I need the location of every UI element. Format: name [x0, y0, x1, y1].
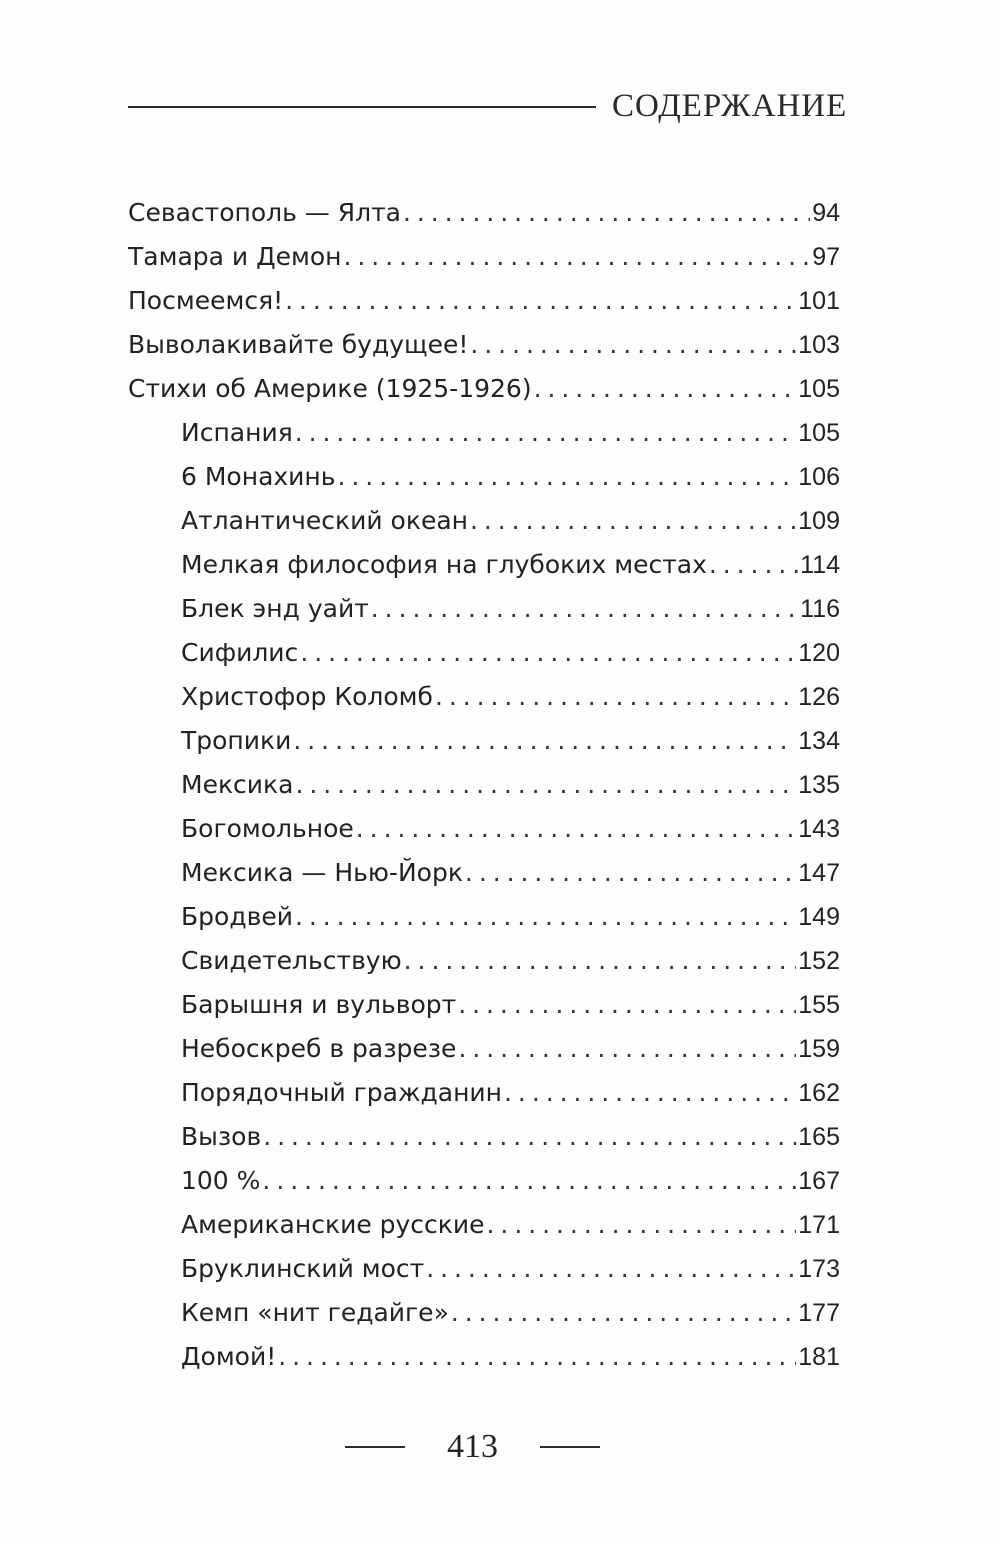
toc-entry-title: Выволакивайте будущее! [128, 330, 469, 359]
toc-entry-title: Севастополь — Ялта [128, 198, 401, 227]
dot-leader [263, 1122, 796, 1151]
toc-entry-title: Испания [181, 418, 293, 447]
dot-leader [356, 814, 797, 843]
toc-entry-page: 152 [798, 947, 840, 975]
dot-leader [262, 1166, 796, 1195]
toc-entry-title: Христофор Коломб [181, 682, 433, 711]
toc-entry [128, 242, 840, 286]
toc-entry-page: 147 [798, 859, 840, 887]
toc-entry-page: 135 [798, 771, 840, 799]
dot-leader [300, 638, 796, 667]
toc-entry [128, 990, 840, 1034]
toc-entry [128, 902, 840, 946]
folio-rule-right [540, 1446, 600, 1448]
toc-entry-page: 126 [798, 683, 840, 711]
toc-entry-page: 165 [798, 1123, 840, 1151]
dot-leader [435, 682, 796, 711]
page-folio [345, 1422, 600, 1472]
toc-entry-page: 120 [798, 639, 840, 667]
toc-entry [128, 506, 840, 550]
dot-leader [278, 1342, 796, 1371]
dot-leader [534, 374, 797, 403]
dot-leader [487, 1210, 797, 1239]
toc-entry [128, 1342, 840, 1386]
dot-leader [458, 990, 796, 1019]
toc-entry-title: Небоскреб в разрезе [181, 1034, 457, 1063]
toc-entry-title: Посмеемся! [128, 286, 284, 315]
toc-entry [128, 1078, 840, 1122]
toc-entry [128, 726, 840, 770]
dot-leader [293, 726, 796, 755]
dot-leader [338, 462, 797, 491]
dot-leader [403, 198, 810, 227]
header-rule [128, 106, 596, 108]
toc-entry [128, 858, 840, 902]
toc-entry-page: 167 [798, 1167, 840, 1195]
page-number: 413 [447, 1428, 498, 1465]
toc-entry [128, 1034, 840, 1078]
toc-entry [128, 594, 840, 638]
toc-entry-title: Порядочный гражданин [181, 1078, 503, 1107]
toc-entry [128, 682, 840, 726]
toc-entry-title: Бродвей [181, 902, 293, 931]
dot-leader [371, 594, 798, 623]
dot-leader [295, 418, 797, 447]
dot-leader [426, 1254, 796, 1283]
dot-leader [404, 946, 797, 975]
dot-leader [285, 286, 796, 315]
dot-leader [451, 1298, 796, 1327]
table-of-contents [128, 198, 840, 1386]
toc-entry-page: 105 [798, 375, 840, 403]
toc-entry [128, 1210, 840, 1254]
toc-entry-page: 181 [798, 1343, 840, 1371]
toc-entry-title: Мексика — Нью-Йорк [181, 858, 463, 887]
toc-entry-title: Вызов [181, 1122, 262, 1151]
toc-entry-page: 101 [798, 287, 840, 315]
toc-entry-title: Домой! [181, 1342, 277, 1371]
running-header-title: СОДЕРЖАНИЕ [612, 88, 848, 124]
toc-entry-title: Мексика [181, 770, 294, 799]
toc-entry [128, 946, 840, 990]
toc-entry-page: 116 [800, 595, 840, 623]
dot-leader [295, 770, 796, 799]
dot-leader [295, 902, 796, 931]
toc-entry [128, 198, 840, 242]
toc-entry-page: 173 [798, 1255, 840, 1283]
toc-entry [128, 286, 840, 330]
toc-entry-title: 6 Монахинь [181, 462, 336, 491]
toc-entry-title: Свидетельствую [181, 946, 402, 975]
toc-entry-title: Стихи об Америке (1925-1926) [128, 374, 532, 403]
toc-entry-page: 143 [798, 815, 840, 843]
toc-entry-title: Тамара и Демон [128, 242, 342, 271]
toc-entry [128, 1254, 840, 1298]
toc-entry-title: Барышня и вульворт [181, 990, 457, 1019]
toc-entry-title: 100 % [181, 1166, 261, 1195]
toc-entry [128, 638, 840, 682]
toc-entry-page: 134 [798, 727, 840, 755]
dot-leader [465, 858, 796, 887]
toc-entry-page: 114 [800, 551, 840, 579]
toc-entry-title: Сифилис [181, 638, 299, 667]
toc-entry-page: 149 [798, 903, 840, 931]
toc-entry-title: Мелкая философия на глубоких местах [181, 550, 707, 579]
dot-leader [470, 330, 796, 359]
toc-entry-title: Тропики [181, 726, 292, 755]
dot-leader [470, 506, 796, 535]
toc-entry-page: 155 [798, 991, 840, 1019]
toc-entry-title: Бруклинский мост [181, 1254, 425, 1283]
toc-entry-page: 159 [798, 1035, 840, 1063]
dot-leader [344, 242, 811, 271]
toc-entry-title: Блек энд уайт [181, 594, 369, 623]
toc-entry-page: 97 [812, 243, 840, 271]
toc-entry-title: Кемп «нит гедайге» [181, 1298, 449, 1327]
toc-entry-page: 177 [798, 1299, 840, 1327]
toc-entry-page: 94 [812, 199, 840, 227]
toc-entry [128, 1298, 840, 1342]
toc-entry [128, 814, 840, 858]
dot-leader [504, 1078, 796, 1107]
toc-entry [128, 330, 840, 374]
toc-entry [128, 1122, 840, 1166]
toc-entry-title: Атлантический океан [181, 506, 468, 535]
toc-entry [128, 770, 840, 814]
toc-entry [128, 462, 840, 506]
dot-leader [458, 1034, 796, 1063]
toc-entry-title: Богомольное [181, 814, 354, 843]
toc-entry-page: 106 [798, 463, 840, 491]
toc-entry-title: Американские русские [181, 1210, 485, 1239]
toc-entry-page: 162 [798, 1079, 840, 1107]
toc-entry-page: 103 [798, 331, 840, 359]
toc-entry-page: 105 [798, 419, 840, 447]
toc-entry [128, 1166, 840, 1210]
toc-entry-page: 171 [798, 1211, 840, 1239]
toc-entry [128, 374, 840, 418]
folio-rule-left [345, 1446, 405, 1448]
toc-entry [128, 550, 840, 594]
toc-entry [128, 418, 840, 462]
dot-leader [709, 550, 798, 579]
toc-entry-page: 109 [798, 507, 840, 535]
